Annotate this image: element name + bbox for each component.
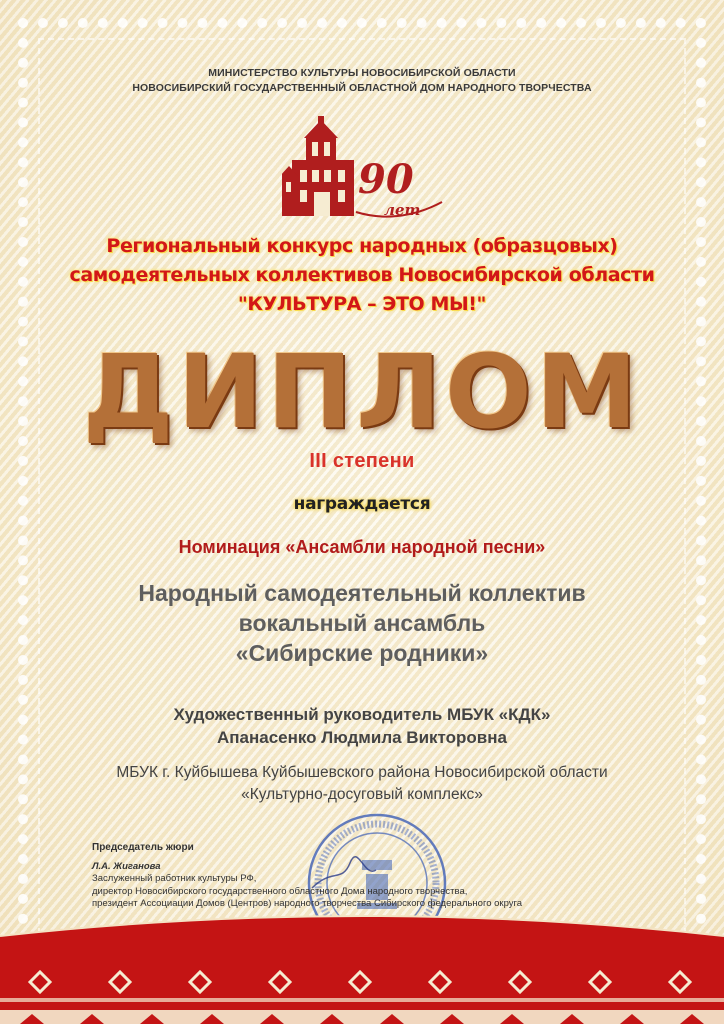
issuer-header <box>0 66 724 96</box>
recipient-line-2: вокальный ансамбль <box>238 610 486 636</box>
diploma-degree: III степени <box>309 450 415 472</box>
recipient-line-3: «Сибирские родники» <box>235 640 489 666</box>
organization <box>0 762 724 806</box>
jury-credential-1: Заслуженный работник культуры РФ, <box>92 873 257 884</box>
ministry-line: МИНИСТЕРСТВО КУЛЬТУРЫ НОВОСИБИРСКОЙ ОБЛАСТИ <box>208 67 516 79</box>
jury-chair-block <box>92 842 612 911</box>
nomination: Номинация «Ансамбли народной песни» <box>178 537 546 557</box>
contest-line-2: самодеятельных коллективов Новосибирской области <box>69 264 655 286</box>
contest-line-3: "КУЛЬТУРА – ЭТО МЫ!" <box>237 293 487 315</box>
jury-credential-3: президент Ассоциации Домов (Центров) народного творчества Сибирского федерального округа <box>92 898 523 909</box>
director-name: Апанасенко Людмила Викторовна <box>217 728 507 747</box>
ornamental-bottom-band <box>0 906 724 1024</box>
recipient-name <box>0 578 724 668</box>
organization-line-2: «Культурно-досуговый комплекс» <box>241 786 483 803</box>
artistic-director <box>0 703 724 749</box>
diploma-heading: ДИПЛОМ <box>82 333 642 452</box>
organization-line-1: МБУК г. Куйбышева Куйбышевского района Новосибирской области <box>116 764 608 781</box>
contest-title <box>0 232 724 319</box>
jury-chair-name: Л.А. Жиганова <box>92 860 161 872</box>
contest-line-1: Региональный конкурс народных (образцовых) <box>106 235 618 257</box>
jury-title: Председатель жюри <box>92 842 194 853</box>
recipient-line-1: Народный самодеятельный коллектив <box>138 580 586 606</box>
anniversary-number: 90 <box>358 156 414 203</box>
director-title: Художественный руководитель МБУК «КДК» <box>173 705 551 724</box>
jury-credential-2: директор Новосибирского государственного областного Дома народного творчества, <box>92 885 468 897</box>
awarded-label: награждается <box>293 494 431 514</box>
anniversary-word: лет <box>384 201 421 219</box>
house-of-folk-art-line: НОВОСИБИРСКИЙ ГОСУДАРСТВЕННЫЙ ОБЛАСТНОЙ ДОМ НАРОДНОГО ТВОРЧЕСТВА <box>132 82 592 94</box>
